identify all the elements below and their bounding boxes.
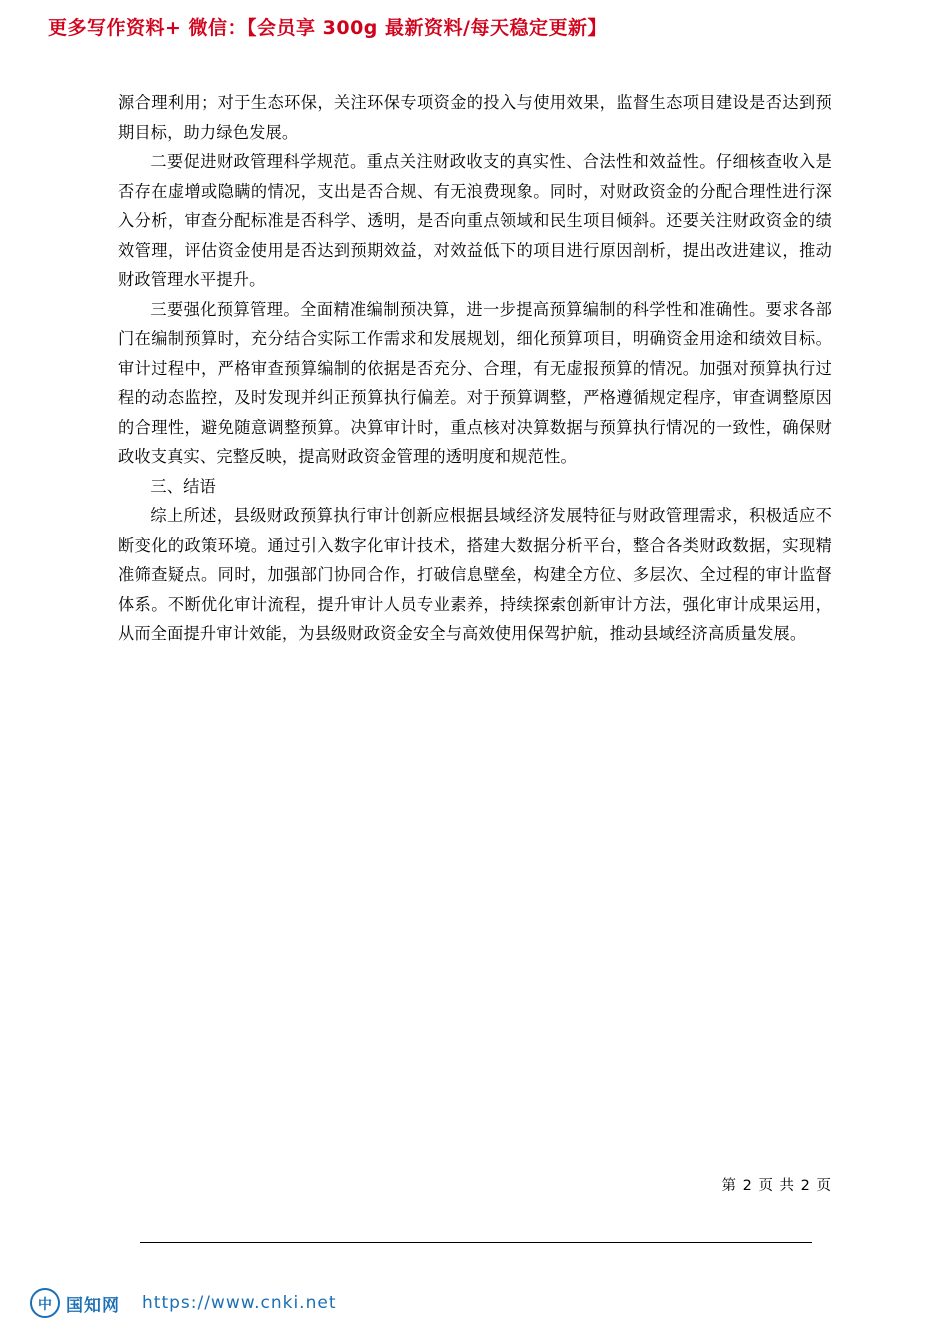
page-number: 第 2 页 共 2 页 [721, 1178, 832, 1194]
footer-divider [140, 1242, 812, 1243]
promo-banner-text: 更多写作资料+ 微信：【会员享 300g 最新资料/每天稳定更新】 [48, 16, 607, 39]
cnki-name: 国知网 [66, 1295, 120, 1316]
paragraph: 二要促进财政管理科学规范。重点关注财政收支的真实性、合法性和效益性。仔细核查收入是否存在虚增或隐瞒的情况，支出是否合规、有无浪费现象。同时，对财政资金的分配合理性进行深入分析，审查分配标准是否科学、透明，是否向重点领域和民生项目倾斜。还要关注财政资金的绩效管理，评估资金使用是否达到预期效益，对效益低下的项目进行原因剖析，提出改进建议，推动财政管理水平提升。 [118, 152, 832, 289]
document-body [118, 88, 832, 649]
paragraph: 综上所述，县级财政预算执行审计创新应根据县域经济发展特征与财政管理需求，积极适应不断变化的政策环境。通过引入数字化审计技术，搭建大数据分析平台，整合各类财政数据，实现精准筛查疑点。同时，加强部门协同合作，打破信息壁垒，构建全方位、多层次、全过程的审计监督体系。不断优化审计流程，提升审计人员专业素养，持续探索创新审计方法，强化审计成果运用，从而全面提升审计效能，为县级财政资金安全与高效使用保驾护航，推动县域经济高质量发展。 [118, 506, 832, 643]
cnki-watermark [30, 1288, 336, 1318]
paragraph: 源合理利用；对于生态环保，关注环保专项资金的投入与使用效果，监督生态项目建设是否达到预期目标，助力绿色发展。 [118, 93, 832, 142]
paragraph: 三要强化预算管理。全面精准编制预决算，进一步提高预算编制的科学性和准确性。要求各部门在编制预算时，充分结合实际工作需求和发展规划，细化预算项目，明确资金用途和绩效目标。审计过程中，严格审查预算编制的依据是否充分、合理，有无虚报预算的情况。加强对预算执行过程的动态监控，及时发现并纠正预算执行偏差。对于预算调整，严格遵循规定程序，审查调整原因的合理性，避免随意调整预算。决算审计时，重点核对决算数据与预算执行情况的一致性，确保财政收支真实、完整反映，提高财政资金管理的透明度和规范性。 [118, 299, 832, 466]
cnki-logo-icon: 中 [30, 1288, 60, 1318]
section-heading-conclusion: 三、结语 [150, 476, 216, 496]
cnki-url: https://www.cnki.net [142, 1293, 337, 1313]
promo-banner [0, 0, 950, 52]
document-page [0, 52, 950, 1344]
